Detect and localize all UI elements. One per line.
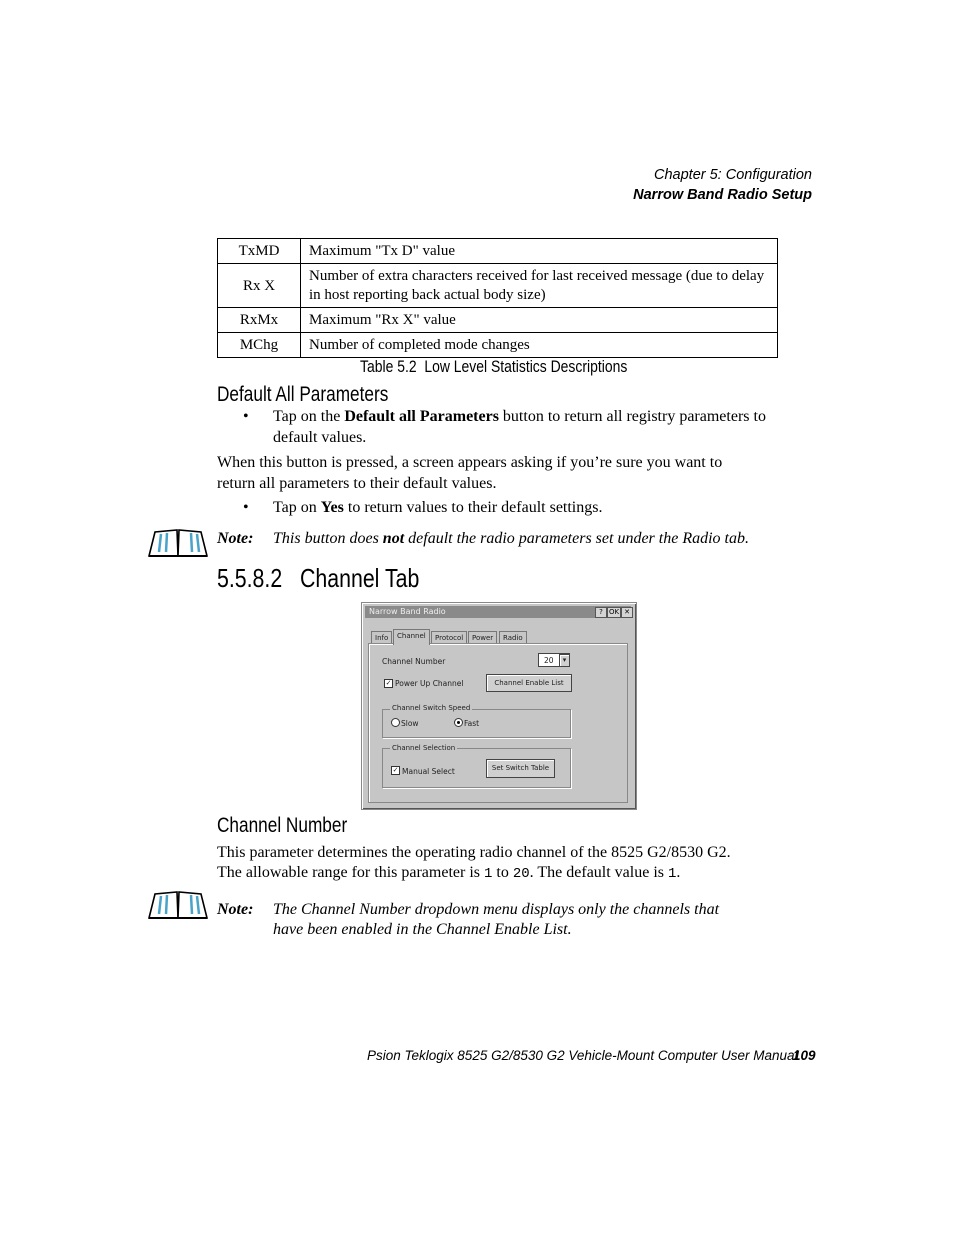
narrow-band-radio-dialog (361, 602, 637, 810)
table-cell-key: Rx X (218, 264, 301, 308)
default-params-paragraph: When this button is pressed, a screen appears asking if you’re sure you want to return all parameters to their default values. (217, 454, 723, 492)
note-text (273, 529, 749, 550)
low-level-statistics-table (217, 238, 778, 358)
section-title: Channel Tab (300, 563, 420, 593)
table-cell-desc: Maximum "Tx D" value (301, 239, 778, 264)
para-text: . (676, 864, 681, 881)
table-cell-desc: Number of extra characters received for last received message (due to delay in host reporting back actual body size) (301, 264, 778, 308)
table-cell-key: RxMx (218, 308, 301, 333)
dialog-title: Narrow Band Radio (369, 607, 446, 616)
bullet-dot: • (243, 408, 249, 425)
table-cell-desc: Maximum "Rx X" value (301, 308, 778, 333)
channel-number-value: 20 (544, 656, 554, 665)
table-row (218, 264, 778, 308)
power-up-channel-label: Power Up Channel (395, 679, 464, 688)
default-params-heading: Default All Parameters (217, 383, 389, 406)
slow-radio[interactable] (391, 718, 400, 727)
channel-selection-label: Channel Selection (392, 744, 456, 752)
bullet-yes (273, 498, 602, 519)
bullet-text: button to return all registry parameters to default values. (273, 408, 766, 446)
table-caption: Table 5.2 Low Level Statistics Descriptions (360, 357, 628, 376)
table-cell-key: MChg (218, 333, 301, 358)
note-label (217, 529, 253, 550)
close-button[interactable]: ✕ (621, 607, 633, 618)
channel-number-paragraph-1: This parameter determines the operating radio channel of the 8525 G2/8530 G2. (217, 844, 731, 861)
chevron-down-icon[interactable]: ▾ (559, 654, 570, 667)
bullet-default-all (273, 407, 778, 448)
tab-protocol[interactable]: Protocol (431, 631, 467, 644)
table-cell-desc: Number of completed mode changes (301, 333, 778, 358)
bullet-text: Tap on the (273, 408, 345, 425)
fast-radio[interactable] (454, 718, 463, 727)
bullet-text: Tap on (273, 499, 321, 516)
range-max: 20 (512, 866, 530, 882)
table-row (218, 333, 778, 358)
para-text: to (492, 864, 513, 881)
channel-tab-panel (368, 643, 628, 803)
table-cell-key: TxMD (218, 239, 301, 264)
note-text-line-2: have been enabled in the Channel Enable List. (273, 921, 572, 938)
tab-channel[interactable]: Channel (393, 629, 430, 645)
chapter-header: Chapter 5: Configuration (654, 167, 812, 183)
dialog-titlebar (365, 606, 631, 618)
power-up-channel-checkbox[interactable]: ✓ (385, 679, 392, 687)
note-text-line-1: The Channel Number dropdown menu displays only the channels that (273, 901, 720, 918)
set-switch-table-button[interactable]: Set Switch Table (486, 759, 555, 778)
channel-switch-speed-label: Channel Switch Speed (392, 704, 471, 712)
note-label-text: Note: (217, 530, 254, 547)
channel-number-paragraph-2 (217, 863, 680, 885)
tab-info[interactable]: Info (371, 631, 392, 644)
para-text: The allowable range for this parameter is (217, 864, 484, 881)
tab-power[interactable]: Power (468, 631, 497, 644)
footer-manual-title: Psion Teklogix 8525 G2/8530 G2 Vehicle-Mount Computer User Manual (367, 1048, 798, 1063)
fast-label: Fast (464, 719, 480, 728)
note-text-part: default the radio parameters set under the Radio tab. (404, 530, 749, 547)
note-book-icon (147, 888, 209, 920)
section-header: Narrow Band Radio Setup (633, 187, 812, 203)
bullet-text: to return values to their default settings. (343, 499, 603, 516)
help-button[interactable]: ? (595, 607, 607, 618)
page-number: 109 (793, 1048, 816, 1063)
channel-enable-list-button[interactable]: Channel Enable List (486, 674, 572, 692)
note-label-text: Note: (217, 901, 254, 918)
note-label (217, 900, 253, 921)
channel-number-label: Channel Number (382, 657, 446, 666)
channel-number-dropdown[interactable] (538, 653, 570, 667)
manual-select-checkbox[interactable]: ✓ (392, 766, 399, 774)
note-book-icon (147, 526, 209, 558)
para-text: . The default value is (529, 864, 668, 881)
table-row (218, 308, 778, 333)
section-number: 5.5.8.2 (217, 563, 283, 593)
bullet-bold: Default all Parameters (344, 408, 499, 425)
table-row (218, 239, 778, 264)
manual-select-label: Manual Select (402, 767, 455, 776)
ok-button[interactable]: OK (608, 608, 620, 616)
bullet-dot: • (243, 499, 249, 516)
range-min: 1 (484, 866, 493, 882)
default-value: 1 (668, 866, 677, 882)
slow-label: Slow (401, 719, 419, 728)
channel-number-heading: Channel Number (217, 814, 348, 837)
tab-radio[interactable]: Radio (499, 631, 527, 644)
note-text-part: This button does (273, 530, 383, 547)
bullet-bold: Yes (320, 499, 344, 516)
note-bold: not (382, 530, 405, 547)
